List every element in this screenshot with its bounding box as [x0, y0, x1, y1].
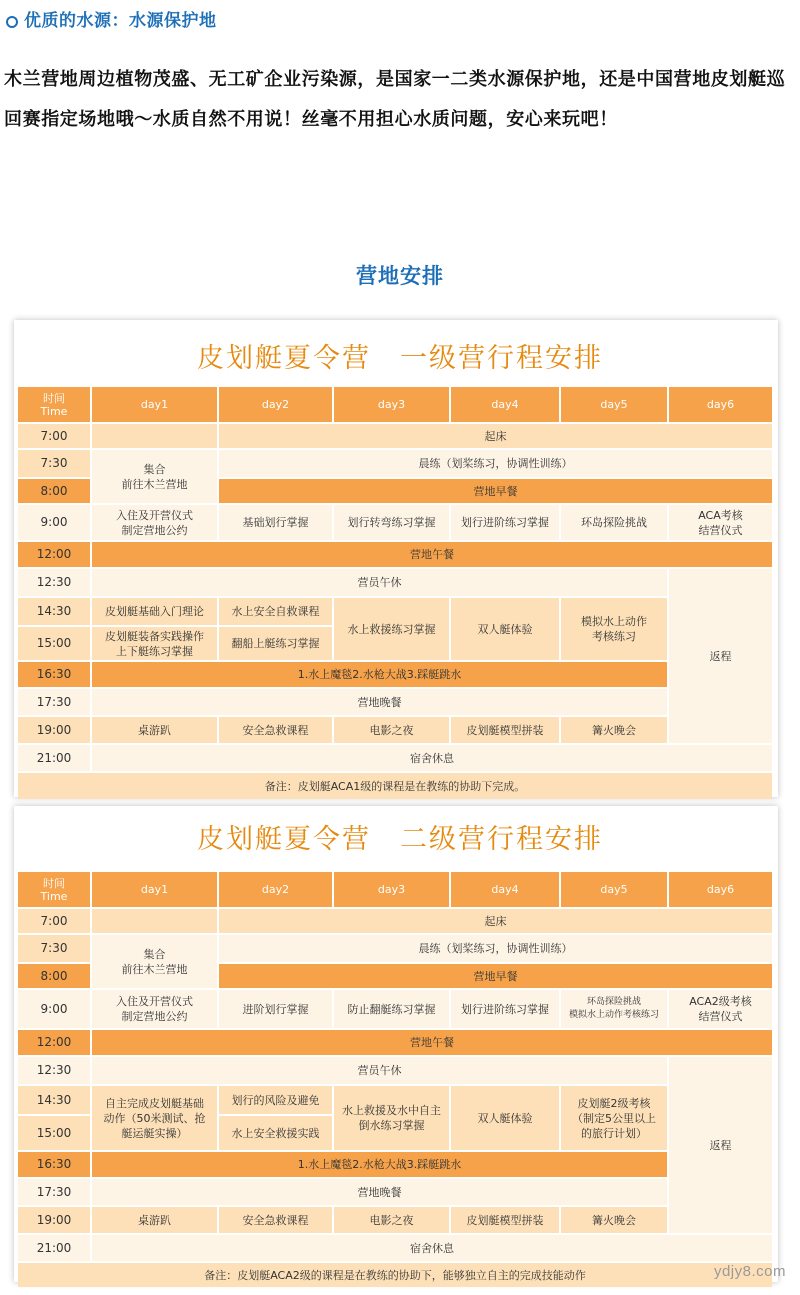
dinner-cell: 营地晚餐	[92, 1179, 667, 1205]
time-cell: 7:30	[18, 935, 90, 962]
time-cell: 9:00	[18, 505, 90, 540]
day2-9-cell: 基础划行掌握	[219, 505, 332, 540]
time-cell: 21:00	[18, 745, 90, 771]
day-header: day4	[451, 872, 559, 907]
note-cell: 备注：皮划艇ACA1级的课程是在教练的协助下完成。	[18, 773, 772, 799]
time-cell: 12:00	[18, 542, 90, 567]
time-cell: 8:00	[18, 964, 90, 988]
day4-9-cell: 划行进阶练习掌握	[451, 505, 559, 540]
time-cell: 15:00	[18, 627, 90, 660]
day3-pm-cell: 水上救援练习掌握	[334, 598, 449, 660]
day6-9-cell: ACA考核 结营仪式	[669, 505, 772, 540]
arrangement-title: 营地安排	[356, 264, 444, 288]
day2-9-cell: 进阶划行掌握	[219, 990, 332, 1028]
circle-icon	[6, 16, 18, 28]
section-heading	[6, 6, 217, 31]
day-header: day2	[219, 387, 332, 422]
day-header: day6	[669, 387, 772, 422]
games-cell: 1.水上魔毯2.水枪大战3.踩艇跳水	[92, 1152, 667, 1177]
wake-cell: 起床	[219, 424, 772, 448]
day-header: day5	[561, 872, 667, 907]
day5-9-cell: 环岛探险挑战	[561, 505, 667, 540]
day5-19-cell: 篝火晚会	[561, 717, 667, 743]
nap-cell: 营员午休	[92, 569, 667, 596]
return-cell: 返程	[669, 569, 772, 743]
breakfast-cell: 营地早餐	[219, 479, 772, 503]
time-cell: 14:30	[18, 598, 90, 625]
day-header: day1	[92, 872, 217, 907]
day4-9-cell: 划行进阶练习掌握	[451, 990, 559, 1028]
day2-19-cell: 安全急救课程	[219, 1207, 332, 1233]
schedule2-title: 皮划艇夏令营 二级营行程安排	[197, 824, 603, 855]
morning-exercise-cell: 晨练（划桨练习，协调性训练）	[219, 450, 772, 477]
day4-pm-cell: 双人艇体验	[451, 598, 559, 660]
time-cell: 21:00	[18, 1235, 90, 1261]
day1-19-cell: 桌游趴	[92, 1207, 217, 1233]
day4-19-cell: 皮划艇模型拼装	[451, 717, 559, 743]
time-cell: 12:30	[18, 569, 90, 596]
day3-pm-cell: 水上救援及水中自主 倒水练习掌握	[334, 1086, 449, 1150]
day-header: day3	[334, 387, 449, 422]
section-heading-text: 优质的水源：水源保护地	[24, 11, 217, 31]
time-cell: 19:00	[18, 717, 90, 743]
day3-19-cell: 电影之夜	[334, 717, 449, 743]
time-cell: 15:00	[18, 1116, 90, 1150]
nap-cell: 营员午休	[92, 1057, 667, 1084]
day-header: day1	[92, 387, 217, 422]
gather-cell: 集合 前往木兰营地	[92, 450, 217, 503]
time-header: 时间 Time	[18, 387, 90, 422]
morning-exercise-cell: 晨练（划桨练习，协调性训练）	[219, 935, 772, 962]
time-cell: 7:00	[18, 424, 90, 448]
day3-9-cell: 划行转弯练习掌握	[334, 505, 449, 540]
dinner-cell: 营地晚餐	[92, 689, 667, 715]
day2-1430-cell: 水上安全自救课程	[219, 598, 332, 625]
day-header: day2	[219, 872, 332, 907]
day4-pm-cell: 双人艇体验	[451, 1086, 559, 1150]
rest-cell: 宿舍休息	[92, 1235, 772, 1261]
day1-15-cell: 皮划艇装备实践操作 上下艇练习掌握	[92, 627, 217, 660]
wake-cell: 起床	[219, 909, 772, 933]
time-cell: 16:30	[18, 662, 90, 687]
day4-19-cell: 皮划艇模型拼装	[451, 1207, 559, 1233]
day-header: day3	[334, 872, 449, 907]
day-header: day4	[451, 387, 559, 422]
day-header: day5	[561, 387, 667, 422]
day1-19-cell: 桌游趴	[92, 717, 217, 743]
day5-pm-cell: 皮划艇2级考核 （制定5公里以上 的旅行计划）	[561, 1086, 667, 1150]
day1-9-cell: 入住及开营仪式 制定营地公约	[92, 505, 217, 540]
lunch-cell: 营地午餐	[92, 542, 772, 567]
day3-9-cell: 防止翻艇练习掌握	[334, 990, 449, 1028]
time-header: 时间 Time	[18, 872, 90, 907]
day1-empty	[92, 909, 217, 933]
day2-15-cell: 水上安全救援实践	[219, 1116, 332, 1150]
games-cell: 1.水上魔毯2.水枪大战3.踩艇跳水	[92, 662, 667, 687]
day-header: day6	[669, 872, 772, 907]
schedule1-table	[18, 387, 774, 799]
watermark: ydjy8.com	[713, 1263, 786, 1280]
breakfast-cell: 营地早餐	[219, 964, 772, 988]
day1-9-cell: 入住及开营仪式 制定营地公约	[92, 990, 217, 1028]
time-cell: 14:30	[18, 1086, 90, 1114]
time-cell: 7:00	[18, 909, 90, 933]
day5-19-cell: 篝火晚会	[561, 1207, 667, 1233]
schedule2-table	[18, 872, 774, 1287]
day1-empty	[92, 424, 217, 448]
schedule1-title: 皮划艇夏令营 一级营行程安排	[197, 343, 603, 374]
rest-cell: 宿舍休息	[92, 745, 772, 771]
time-cell: 9:00	[18, 990, 90, 1028]
time-cell: 8:00	[18, 479, 90, 503]
time-cell: 7:30	[18, 450, 90, 477]
time-cell: 19:00	[18, 1207, 90, 1233]
gather-cell: 集合 前往木兰营地	[92, 935, 217, 988]
return-cell: 返程	[669, 1057, 772, 1233]
day3-19-cell: 电影之夜	[334, 1207, 449, 1233]
day5-9-cell: 环岛探险挑战 模拟水上动作考核练习	[561, 990, 667, 1028]
lunch-cell: 营地午餐	[92, 1030, 772, 1055]
day5-pm-cell: 模拟水上动作 考核练习	[561, 598, 667, 660]
time-cell: 12:30	[18, 1057, 90, 1084]
time-cell: 17:30	[18, 689, 90, 715]
day2-1430-cell: 划行的风险及避免	[219, 1086, 332, 1114]
time-cell: 12:00	[18, 1030, 90, 1055]
day1-pm-cell: 自主完成皮划艇基础 动作（50米测试、抢 艇运艇实操）	[92, 1086, 217, 1150]
day6-9-cell: ACA2级考核 结营仪式	[669, 990, 772, 1028]
day2-19-cell: 安全急救课程	[219, 717, 332, 743]
day2-15-cell: 翻船上艇练习掌握	[219, 627, 332, 660]
intro-paragraph: 木兰营地周边植物茂盛、无工矿企业污染源，是国家一二类水源保护地，还是中国营地皮划艇巡回赛指定场地哦～水质自然不用说！丝毫不用担心水质问题，安心来玩吧！	[4, 69, 786, 130]
note-cell: 备注：皮划艇ACA2级的课程是在教练的协助下，能够独立自主的完成技能动作	[18, 1263, 772, 1287]
day1-1430-cell: 皮划艇基础入门理论	[92, 598, 217, 625]
time-cell: 17:30	[18, 1179, 90, 1205]
time-cell: 16:30	[18, 1152, 90, 1177]
